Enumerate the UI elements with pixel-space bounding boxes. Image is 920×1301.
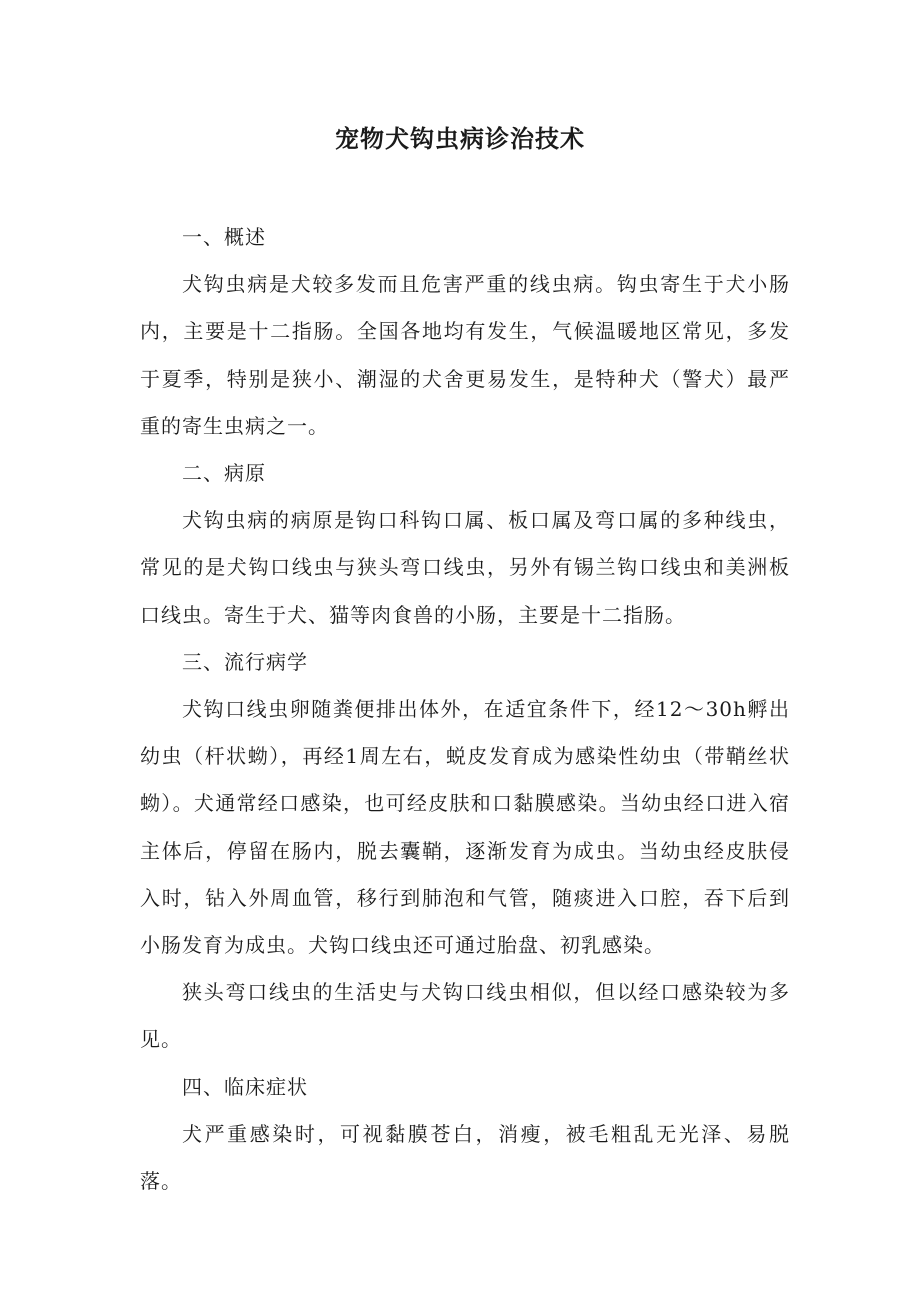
section-heading-symptoms: 四、临床症状: [182, 1074, 308, 1099]
document-body: [140, 214, 790, 1205]
paragraph-epidemiology-2: 狭头弯口线虫的生活史与犬钩口线虫相似，但以经口感染较为多见。: [140, 980, 790, 1052]
document-title: 宠物犬钩虫病诊治技术: [335, 124, 585, 153]
paragraph-epidemiology-1: 犬钩口线虫卵随粪便排出体外，在适宜条件下，经12～30h孵出幼虫（杆状蚴），再经1周左右，蜕皮发育成为感染性幼虫（带鞘丝状蚴）。犬通常经口感染，也可经皮肤和口黏膜感染。当幼虫经口进入宿主体后，停留在肠内，脱去囊鞘，逐渐发育为成虫。当幼虫经皮肤侵入时，钻入外周血管，移行到肺泡和气管，随痰进入口腔，吞下后到小肠发育为成虫。犬钩口线虫还可通过胎盘、初乳感染。: [140, 697, 790, 958]
paragraph-symptoms: 犬严重感染时，可视黏膜苍白，消瘦，被毛粗乱无光泽、易脱落。: [140, 1121, 790, 1194]
section-heading-epidemiology: 三、流行病学: [182, 649, 308, 674]
section-heading-pathogen: 二、病原: [182, 461, 266, 486]
paragraph-pathogen: 犬钩虫病的病原是钩口科钩口属、板口属及弯口属的多种线虫，常见的是犬钩口线虫与狭头弯口线虫，另外有锡兰钩口线虫和美洲板口线虫。寄生于犬、猫等肉食兽的小肠，主要是十二指肠。: [140, 508, 790, 627]
section-heading-overview: 一、概述: [182, 225, 266, 249]
paragraph-overview: 犬钩虫病是犬较多发而且危害严重的线虫病。钩虫寄生于犬小肠内，主要是十二指肠。全国各地均有发生，气候温暖地区常见，多发于夏季，特别是狭小、潮湿的犬舍更易发生，是特种犬（警犬）最严重的寄生虫病之一。: [140, 272, 790, 438]
